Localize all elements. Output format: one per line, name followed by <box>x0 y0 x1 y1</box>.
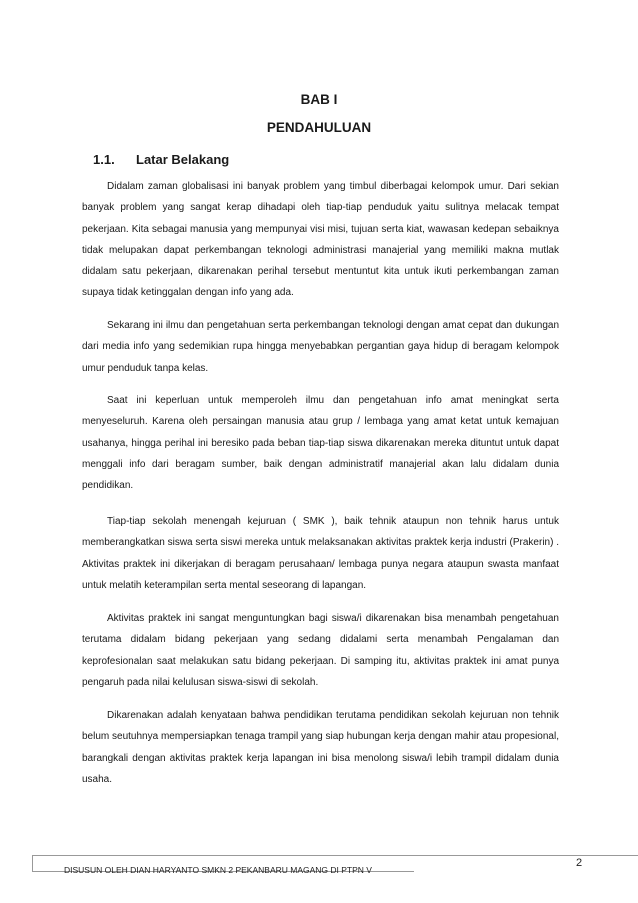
footer-divider <box>32 855 638 856</box>
body-text <box>82 315 559 379</box>
paragraph-4: Tiap-tiap sekolah menengah kejuruan ( SMK ), baik tehnik ataupun non tehnik harus untuk memberangkatkan siswa serta siswi mereka untuk melaksanakan aktivitas praktek kerja industri (Prakerin) . Aktivitas praktek ini dikerjakan di beragam perusahaan/ lembaga punya negara ataupun swasta manfaat untuk melatih keterampilan serta mental seseorang di lapangan. <box>82 516 559 591</box>
paragraph-1: Didalam zaman globalisasi ini banyak problem yang timbul diberbagai kelompok umur. Dari sekian banyak problem yang sangat kerap dihadapi oleh tiap-tiap penduduk yaitu sulitnya melacak tempat pekerjaan. Kita sebagai manusia yang mempunyai visi misi, tujuan serta kiat, wawasan kedepan sebaiknya tidak melupakan dapat perkembangan teknologi administrasi manajerial yang memiliki makna mutlak didalam satu pekerjaan, dikarenakan perihal tersebut mentuntut kita untuk ikuti perkembangan zaman supaya tidak ketinggalan dengan info yang ada. <box>82 181 559 299</box>
paragraph-6: Dikarenakan adalah kenyataan bahwa pendidikan terutama pendidikan sekolah kejuruan non tehnik belum seutuhnya mempersiapkan tenaga trampil yang siap hubungan kerja dengan mahir atau propesional, barangkali dengan aktivitas praktek kerja lapangan ini bisa menolong siswa/i lebih trampil didalam dunia usaha. <box>82 710 559 785</box>
paragraph-2: Sekarang ini ilmu dan pengetahuan serta perkembangan teknologi dengan amat cepat dan dukungan dari media info yang sedemikian rupa hingga menyebabkan pergantian gaya hidup di beragam kelompok umur penduduk tanpa kelas. <box>82 320 559 374</box>
chapter-title: PENDAHULUAN <box>266 120 372 135</box>
body-text <box>82 705 559 790</box>
paragraph-3: Saat ini keperluan untuk memperoleh ilmu dan pengetahuan info amat meningkat serta menyeseluruh. Karena oleh persaingan manusia atau grup / lembaga yang amat ketat untuk kemajuan usahanya, hingga perihal ini beresiko pada beban tiap-tiap siswa dikarenakan mereka dituntut untuk dapat menggali info dari beragam sumber, baik dengan administratif manajerial akan lalu didalam dunia pendidikan. <box>82 395 559 492</box>
body-text <box>82 511 559 596</box>
chapter-number: BAB I <box>300 92 338 107</box>
paragraph-5: Aktivitas praktek ini sangat menguntungkan bagi siswa/i dikarenakan bisa menambah pengetahuan terutama didalam bidang pekerjaan yang sedang didalami serta menambah Pengalaman dan keprofesionalan saat melakukan satu bidang pekerjaan. Di samping itu, aktivitas praktek ini amat punya pengaruh pada nilai kelulusan siswa-siswi di sekolah. <box>82 613 559 688</box>
footer-text: DISUSUN OLEH DIAN HARYANTO SMKN 2 PEKANBARU MAGANG DI PTPN V <box>64 865 372 875</box>
body-text <box>82 390 559 496</box>
body-text <box>82 608 559 693</box>
page-number: 2 <box>576 857 583 869</box>
section-heading <box>93 152 229 167</box>
body-text <box>82 176 559 304</box>
footer-divider-left <box>32 855 33 871</box>
section-title: Latar Belakang <box>136 152 230 167</box>
section-number: 1.1. <box>93 152 115 167</box>
